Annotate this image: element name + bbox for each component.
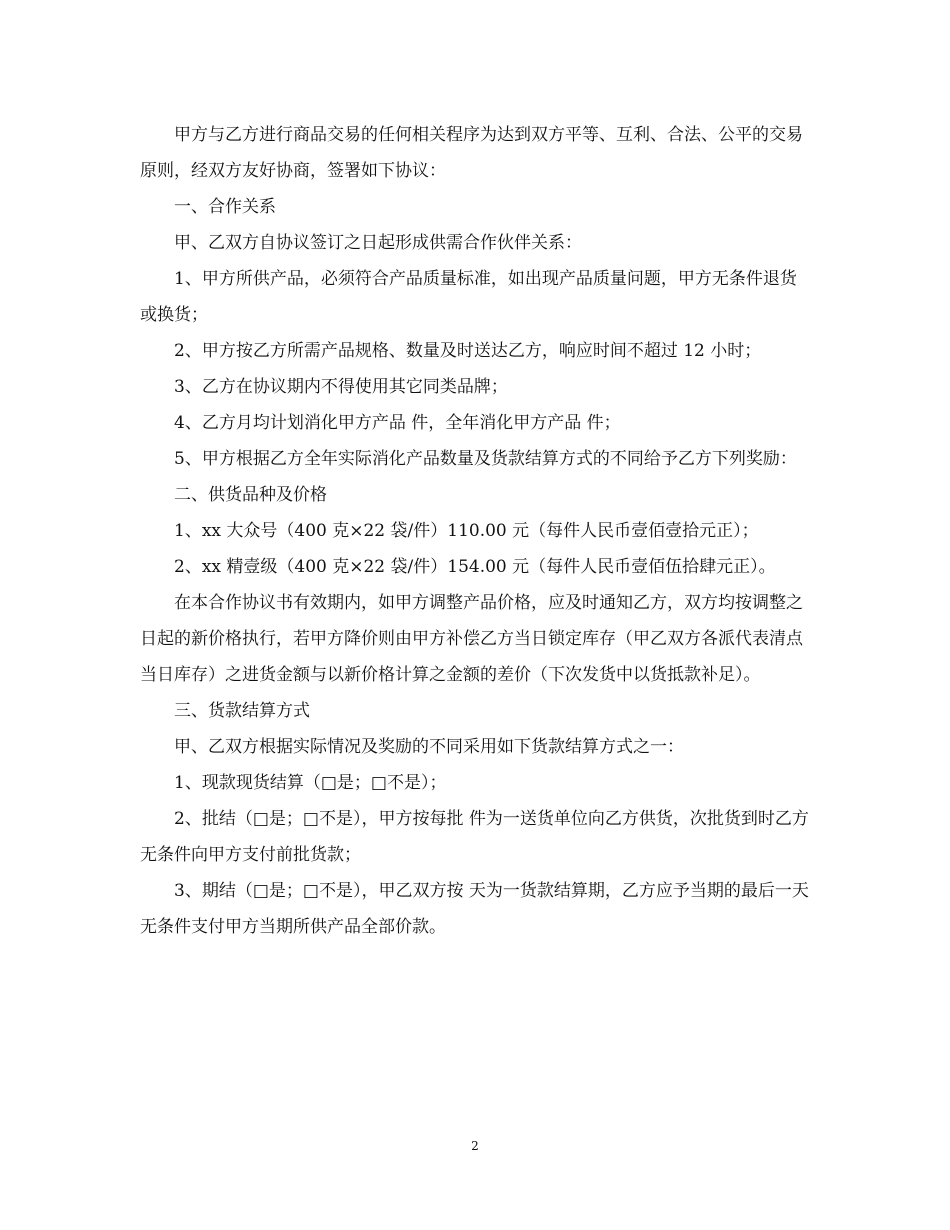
settlement-option-2: 2、批结（□是；□不是），甲方按每批 件为一送货单位向乙方供货，次批货到时乙方无条件向甲方支付前批货款； [140,809,809,865]
heading-cooperation: 一、合作关系 [174,197,276,217]
page-number: 2 [471,1139,479,1153]
clause-4-volume: 4、乙方月均计划消化甲方产品 件，全年消化甲方产品 件； [174,413,621,433]
product-item-2: 2、xx 精壹级（400 克×22 袋/件）154.00 元（每件人民币壹佰伍拾肆元正）。 [174,557,776,577]
clause-1-quality: 1、甲方所供产品，必须符合产品质量标准，如出现产品质量问题，甲方无条件退货或换货； [140,269,797,325]
clause-2-delivery: 2、甲方按乙方所需产品规格、数量及时送达乙方，响应时间不超过 12 小时； [174,341,762,361]
heading-products-prices: 二、供货品种及价格 [174,485,327,505]
paragraph-price-adjustment: 在本合作协议书有效期内，如甲方调整产品价格，应及时通知乙方，双方均按调整之日起的新价格执行，若甲方降价则由甲方补偿乙方当日锁定库存（甲乙双方各派代表清点当日库存）之进货金额与以新价格计算之金额的差价（下次发货中以货抵款补足）。 [140,593,803,685]
heading-settlement: 三、货款结算方式 [174,701,310,721]
product-item-1: 1、xx 大众号（400 克×22 袋/件）110.00 元（每件人民币壹佰壹拾元正）； [174,521,759,541]
paragraph-settlement-intro: 甲、乙双方根据实际情况及奖励的不同采用如下货款结算方式之一： [174,737,684,757]
clause-3-brand: 3、乙方在协议期内不得使用其它同类品牌； [174,377,508,397]
clause-5-reward: 5、甲方根据乙方全年实际消化产品数量及货款结算方式的不同给予乙方下列奖励： [174,449,797,469]
paragraph-partnership: 甲、乙双方自协议签订之日起形成供需合作伙伴关系： [174,233,582,253]
document-body [140,117,810,945]
settlement-option-1: 1、现款现货结算（□是；□不是）； [174,773,447,793]
paragraph-intro: 甲方与乙方进行商品交易的任何相关程序为达到双方平等、互利、合法、公平的交易原则，经双方友好协商，签署如下协议： [140,125,803,181]
settlement-option-3: 3、期结（□是；□不是），甲乙双方按 天为一货款结算期，乙方应予当期的最后一天无条件支付甲方当期所供产品全部价款。 [140,881,809,937]
